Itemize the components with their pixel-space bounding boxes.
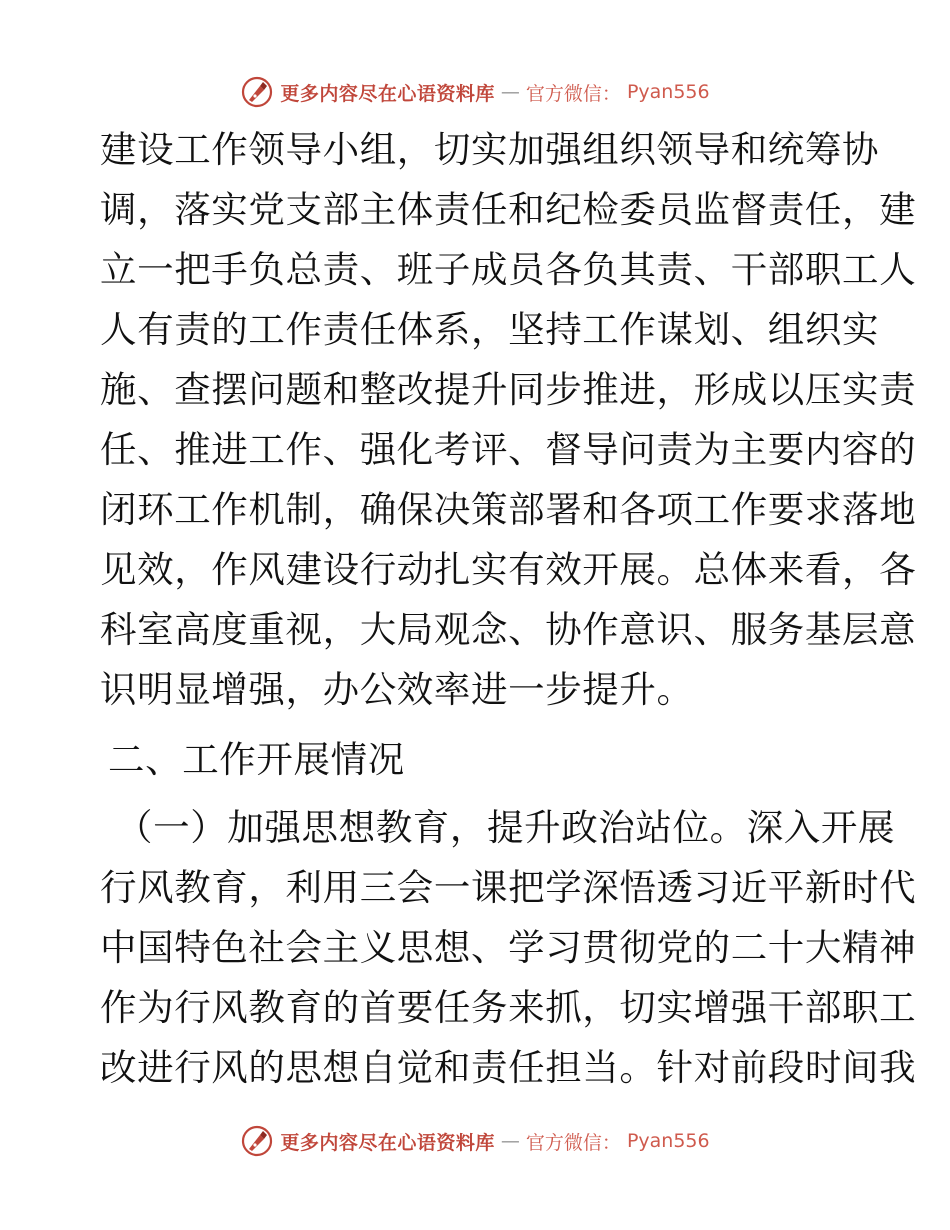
text-line: 任、推进工作、强化考评、督导问责为主要内容的 (100, 428, 917, 471)
text-line: 行风教育，利用三会一课把学深悟透习近平新时代 (100, 866, 917, 909)
section-heading: 二、工作开展情况 (108, 738, 405, 781)
text-line: 人有责的工作责任体系，坚持工作谋划、组织实 (100, 308, 880, 351)
watermark-wechat-label: 官方微信： (525, 1131, 621, 1154)
watermark-brand-text: 更多内容尽在心语资料库 (280, 1131, 495, 1154)
watermark-wechat-label: 官方微信： (525, 82, 621, 105)
footer-watermark (0, 1121, 950, 1161)
text-line: 闭环工作机制，确保决策部署和各项工作要求落地 (100, 488, 917, 531)
text-line: 中国特色社会主义思想、学习贯彻党的二十大精神 (100, 926, 917, 969)
text-line: 科室高度重视，大局观念、协作意识、服务基层意 (100, 608, 917, 651)
pen-nib-logo-icon (240, 75, 274, 109)
text-line: 见效，作风建设行动扎实有效开展。总体来看，各 (100, 548, 917, 591)
text-line: 调，落实党支部主体责任和纪检委员监督责任，建 (100, 188, 917, 231)
text-line: 改进行风的思想自觉和责任担当。针对前段时间我 (100, 1046, 917, 1089)
text-line: 识明显增强，办公效率进一步提升。 (100, 668, 694, 711)
header-watermark (0, 72, 950, 112)
text-line: 作为行风教育的首要任务来抓，切实增强干部职工 (100, 986, 917, 1029)
watermark-wechat-id: Pyan556 (626, 1130, 710, 1152)
document-body (100, 120, 917, 1098)
paragraph-2 (100, 798, 917, 1098)
text-line: 施、查摆问题和整改提升同步推进，形成以压实责 (100, 368, 917, 411)
watermark-brand-text: 更多内容尽在心语资料库 (280, 82, 495, 105)
paragraph-1 (100, 120, 917, 720)
text-line: （一）加强思想教育，提升政治站位。深入开展 (116, 806, 896, 849)
text-line: 立一把手负总责、班子成员各负其责、干部职工人 (100, 248, 917, 291)
pen-nib-logo-icon (240, 1124, 274, 1158)
watermark-separator: — (500, 81, 520, 103)
watermark-separator: — (500, 1130, 520, 1152)
watermark-wechat-id: Pyan556 (626, 81, 710, 103)
text-line: 建设工作领导小组，切实加强组织领导和统筹协 (100, 128, 880, 171)
